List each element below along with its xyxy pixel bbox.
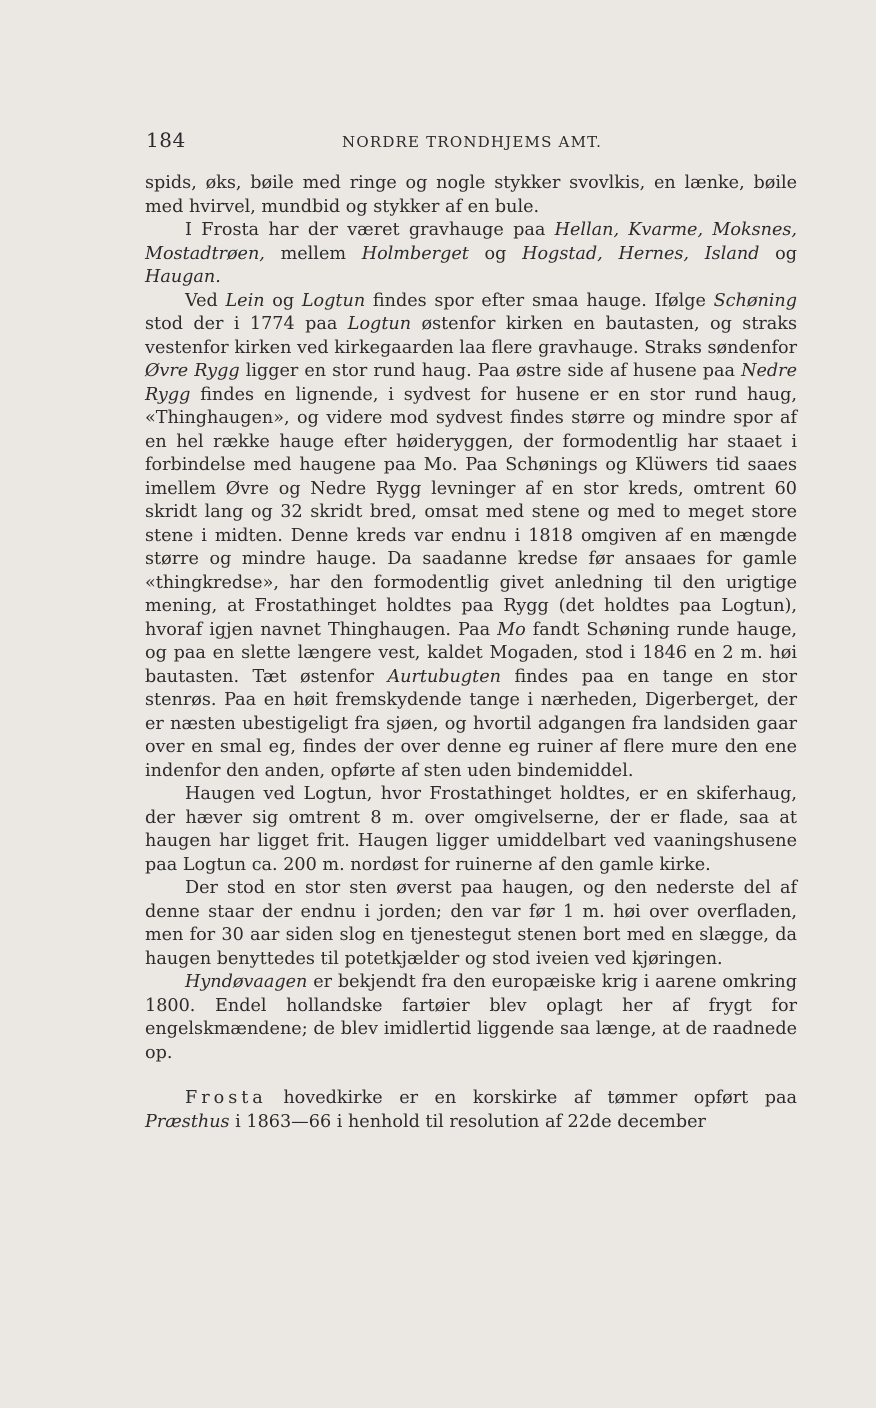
text-run: østenfor kirken en bautasten, og straks vestenfor kirken ved kirkegaarden laa flere gravhauge. Straks søndenfor — [145, 314, 797, 358]
text-run: findes en lignende, i sydvest for husene er en stor rund haug, «Thinghaugen», og videre mod sydvest findes større og mindre spor af en hel række hauge efter høideryggen, der formodentlig har staaet i forbindelse med haugene paa Mo. Paa Schønings og Klüwers tid saaes imellem Øvre og Nedre Rygg levninger af en stor kreds, omtrent 60 skridt lang og 32 skridt bred, omsat med stene og med to meget store stene i midten. Denne kreds var endnu i 1818 omgiven af en mængde større og mindre hauge. Da saadanne kredse før ansaaes for gamle «thingkredse», har den formodentlig givet anledning til den urigtige mening, at Frostathinget holdtes paa Rygg (det holdtes paa Logtun), hvoraf igjen navnet Thinghaugen. Paa — [145, 384, 797, 640]
italic-text: Logtun — [347, 314, 412, 334]
italic-text: Aurtubugten — [387, 666, 501, 687]
paragraph — [145, 877, 797, 971]
italic-text: Lein — [225, 290, 265, 311]
page-header — [146, 128, 806, 156]
paragraph — [145, 290, 797, 784]
paragraph — [145, 783, 797, 877]
text-run: Ved — [185, 290, 226, 311]
italic-text: Schøning — [713, 290, 797, 311]
text-run: og — [264, 290, 302, 311]
italic-text: Hellan, Kvarme, Moksnes, Mostadtrøen, — [145, 220, 797, 264]
text-run: hovedkirke er en korskirke af tømmer opført paa — [266, 1088, 797, 1108]
paragraph — [145, 172, 797, 219]
italic-text: Øvre Rygg — [145, 361, 240, 381]
body-text — [145, 172, 797, 1134]
italic-text: Logtun — [301, 290, 366, 311]
text-run: mellem — [264, 243, 362, 264]
text-run: stod der i 1774 paa — [145, 314, 348, 334]
paragraph — [145, 971, 797, 1065]
text-run: ligger en stor rund haug. Paa østre side af husene paa — [239, 361, 742, 381]
text-run: spids, øks, bøile med ringe og nogle stykker svovlkis, en lænke, bøile med hvirvel, mundbid og stykker af en bule. — [145, 173, 797, 217]
text-run: findes paa en tange en stor stenrøs. Paa en høit fremskydende tange i nærheden, Digerberget, der er næsten ubestigeligt fra sjøen, og hvortil adgangen fra landsiden gaar over en smal eg, findes der over denne eg ruiner af flere mure den ene indenfor den anden, opførte af sten uden bindemiddel. — [145, 666, 797, 781]
italic-text: Holmberget — [361, 243, 469, 264]
text-run: i 1863—66 i henhold til resolution af 22de december — [229, 1111, 706, 1132]
italic-text: Mo — [497, 619, 526, 640]
spaced-text: Frosta — [185, 1088, 267, 1108]
italic-text: Hyndøvaagen — [185, 972, 308, 992]
italic-text: Præsthus — [145, 1111, 230, 1132]
text-run: og — [759, 243, 797, 264]
paragraph — [145, 219, 797, 290]
text-run: og — [468, 243, 523, 264]
page-number: 184 — [146, 128, 186, 152]
text-run: fandt Schøning runde hauge, og paa en slette længere vest, kaldet Mogaden, stod i 1846 en 2 m. høi bautasten. Tæt østenfor — [145, 619, 797, 687]
text-run: er bekjendt fra den europæiske krig i aarene omkring 1800. Endel hollandske fartøier blev oplagt her af frygt for engelskmændene; de blev imidlertid liggende saa længe, at de raadnede op. — [145, 972, 797, 1063]
italic-text: Nedre Rygg — [145, 361, 797, 405]
italic-text: Hogstad, Hernes, Island — [522, 243, 760, 264]
italic-text: Haugan. — [145, 267, 221, 287]
text-run: findes spor efter smaa hauge. Ifølge — [365, 290, 714, 311]
text-run: Haugen ved Logtun, hvor Frostathinget holdtes, er en skiferhaug, der hæver sig omtrent 8 m. over omgivelserne, der er flade, saa at haugen har ligget frit. Haugen ligger umiddelbart ved vaaningshusene paa Logtun ca. 200 m. nordøst for ruinerne af den gamle kirke. — [145, 784, 797, 875]
text-run: Der stod en stor sten øverst paa haugen, og den nederste del af denne staar der endnu i jorden; den var før 1 m. høi over overfladen, men for 30 aar siden slog en tjenestegut stenen bort med en slægge, da haugen benyttedes til potetkjælder og stod iveien ved kjøringen. — [145, 878, 797, 969]
running-title: NORDRE TRONDHJEMS AMT. — [342, 133, 603, 151]
paragraph — [145, 1087, 797, 1134]
text-run: I Frosta har der været gravhauge paa — [185, 220, 555, 240]
